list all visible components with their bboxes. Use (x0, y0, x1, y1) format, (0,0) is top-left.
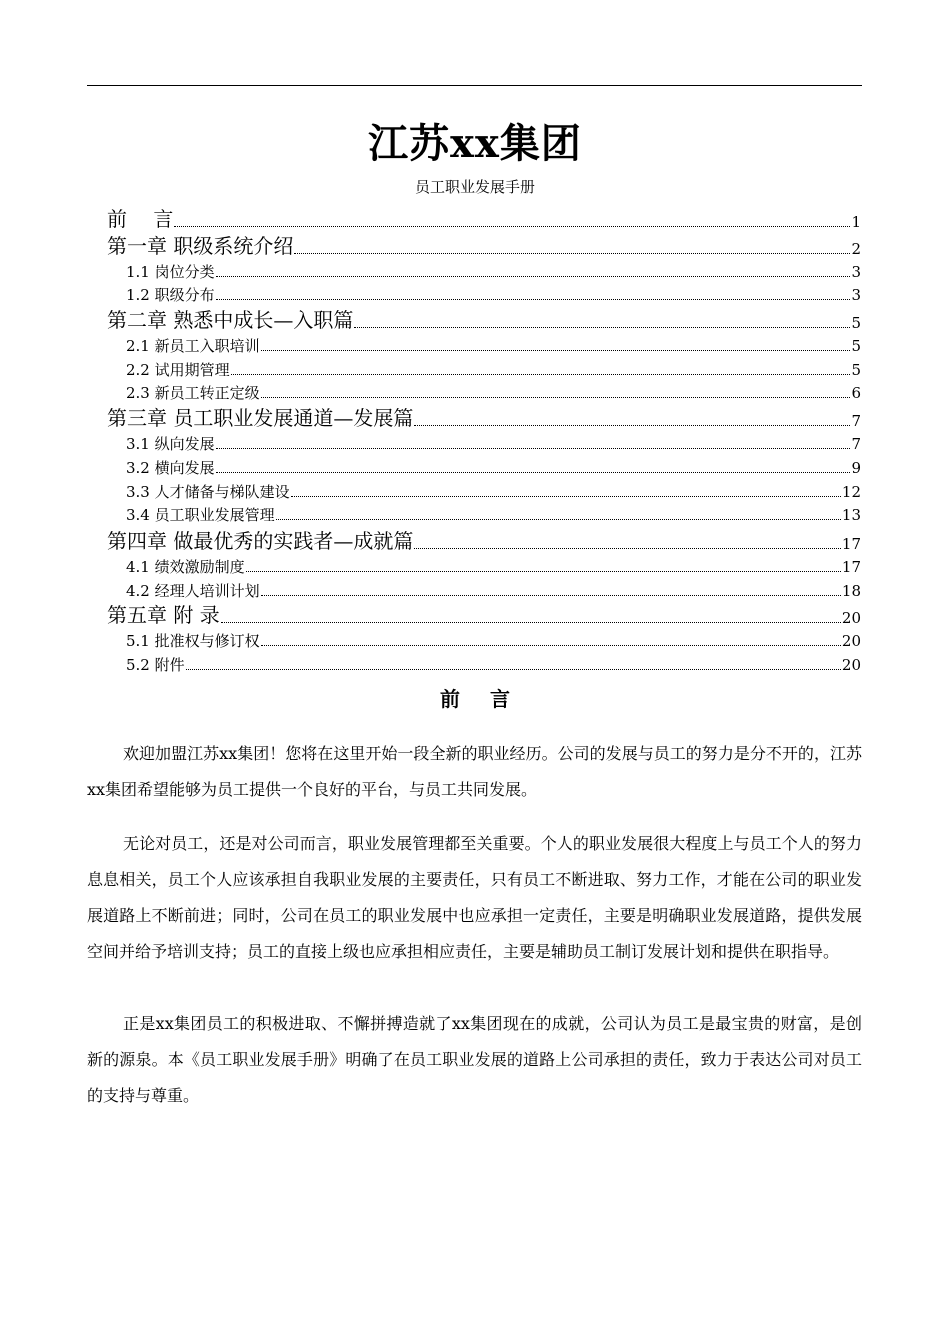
toc-entry-label: 1.1 岗位分类 (126, 263, 215, 281)
toc-entry[interactable] (126, 456, 861, 478)
document-title: 江苏xx集团 (368, 120, 582, 167)
toc-leader-dots (231, 374, 851, 375)
toc-leader-dots (294, 253, 850, 254)
toc-entry-page: 7 (851, 412, 861, 430)
toc-entry-page: 3 (851, 263, 861, 281)
toc-entry[interactable] (126, 653, 861, 675)
toc-entry[interactable] (126, 579, 861, 601)
toc-leader-dots (261, 645, 841, 646)
toc-entry[interactable] (126, 432, 861, 454)
toc-entry-label: 第一章 职级系统介绍 (107, 234, 294, 258)
toc-leader-dots (414, 548, 841, 549)
toc-entry-page: 5 (851, 361, 861, 379)
toc-entry-label: 5.2 附件 (126, 656, 185, 674)
toc-entry-page: 17 (841, 558, 861, 576)
toc-entry-page: 5 (851, 314, 861, 332)
toc-entry[interactable] (107, 405, 861, 431)
preface-paragraph-3: 正是xx集团员工的积极进取、不懈拼搏造就了xx集团现在的成就，公司认为员工是最宝贵的财富，是创新的源泉。本《员工职业发展手册》明确了在员工职业发展的道路上公司承担的责任，致力于表达公司对员工的支持与尊重。 (87, 1014, 862, 1105)
toc-entry-label: 1.2 职级分布 (126, 286, 215, 304)
toc-entry-label: 第四章 做最优秀的实践者—成就篇 (107, 529, 414, 553)
preface-paragraph-2: 无论对员工，还是对公司而言，职业发展管理都至关重要。个人的职业发展很大程度上与员工个人的努力息息相关，员工个人应该承担自我职业发展的主要责任，只有员工不断进取、努力工作，才能在公司的职业发展道路上不断前进；同时，公司在员工的职业发展中也应承担一定责任，主要是明确职业发展道路，提供发展空间并给予培训支持；员工的直接上级也应承担相应责任，主要是辅助员工制订发展计划和提供在职指导。 (87, 834, 862, 961)
toc-entry-page: 17 (841, 535, 861, 553)
toc-entry-label: 4.1 绩效激励制度 (126, 558, 245, 576)
toc-entry[interactable] (126, 283, 861, 305)
toc-entry[interactable] (126, 555, 861, 577)
header-rule (87, 85, 862, 86)
toc-entry[interactable] (126, 480, 861, 502)
toc-entry[interactable] (126, 358, 861, 380)
toc-leader-dots (261, 595, 841, 596)
toc-entry[interactable] (126, 334, 861, 356)
toc-leader-dots (414, 425, 850, 426)
preface-heading: 前言 (440, 687, 540, 711)
toc-entry-label: 3.4 员工职业发展管理 (126, 506, 275, 524)
toc-entry-page: 5 (851, 337, 861, 355)
toc-entry-page: 20 (841, 656, 861, 674)
toc-leader-dots (216, 448, 851, 449)
toc-entry[interactable] (126, 503, 861, 525)
toc-leader-dots (174, 226, 850, 227)
toc-leader-dots (291, 496, 841, 497)
toc-entry-page: 13 (841, 506, 861, 524)
toc-entry-label: 2.3 新员工转正定级 (126, 384, 260, 402)
toc-entry-page: 18 (841, 582, 861, 600)
toc-entry[interactable] (107, 307, 861, 333)
toc-leader-dots (216, 472, 851, 473)
toc-entry-page: 2 (851, 240, 861, 258)
toc-leader-dots (221, 622, 841, 623)
toc-entry-label: 3.3 人才储备与梯队建设 (126, 483, 290, 501)
toc-entry-page: 3 (851, 286, 861, 304)
toc-entry[interactable] (107, 233, 861, 259)
toc-entry[interactable] (126, 629, 861, 651)
toc-leader-dots (354, 327, 850, 328)
toc-entry-label: 5.1 批准权与修订权 (126, 632, 260, 650)
toc-leader-dots (246, 571, 841, 572)
toc-entry[interactable] (107, 602, 861, 628)
toc-entry-label: 第五章 附 录 (107, 603, 220, 627)
toc-leader-dots (186, 669, 841, 670)
toc-entry[interactable] (107, 206, 861, 232)
toc-entry-label: 前 言 (107, 207, 174, 231)
toc-leader-dots (216, 299, 851, 300)
toc-leader-dots (261, 350, 851, 351)
toc-entry-label: 3.1 纵向发展 (126, 435, 215, 453)
toc-entry-page: 9 (851, 459, 861, 477)
preface-paragraph-1: 欢迎加盟江苏xx集团！您将在这里开始一段全新的职业经历。公司的发展与员工的努力是分不开的，江苏xx集团希望能够为员工提供一个良好的平台，与员工共同发展。 (87, 744, 862, 799)
toc-leader-dots (276, 519, 841, 520)
toc-entry[interactable] (126, 381, 861, 403)
toc-entry-label: 第二章 熟悉中成长—入职篇 (107, 308, 354, 332)
toc-entry-page: 1 (851, 213, 861, 231)
document-subtitle: 员工职业发展手册 (414, 178, 535, 196)
toc-leader-dots (261, 397, 851, 398)
toc-entry-page: 6 (851, 384, 861, 402)
toc-entry-label: 4.2 经理人培训计划 (126, 582, 260, 600)
toc-leader-dots (216, 276, 851, 277)
toc-entry-label: 2.2 试用期管理 (126, 361, 230, 379)
toc-entry[interactable] (107, 528, 861, 554)
toc-entry-label: 第三章 员工职业发展通道—发展篇 (107, 406, 414, 430)
toc-entry-page: 20 (841, 632, 861, 650)
toc-entry[interactable] (126, 260, 861, 282)
toc-entry-label: 2.1 新员工入职培训 (126, 337, 260, 355)
toc-entry-page: 7 (851, 435, 861, 453)
toc-entry-page: 20 (841, 609, 861, 627)
toc-entry-page: 12 (841, 483, 861, 501)
toc-entry-label: 3.2 横向发展 (126, 459, 215, 477)
